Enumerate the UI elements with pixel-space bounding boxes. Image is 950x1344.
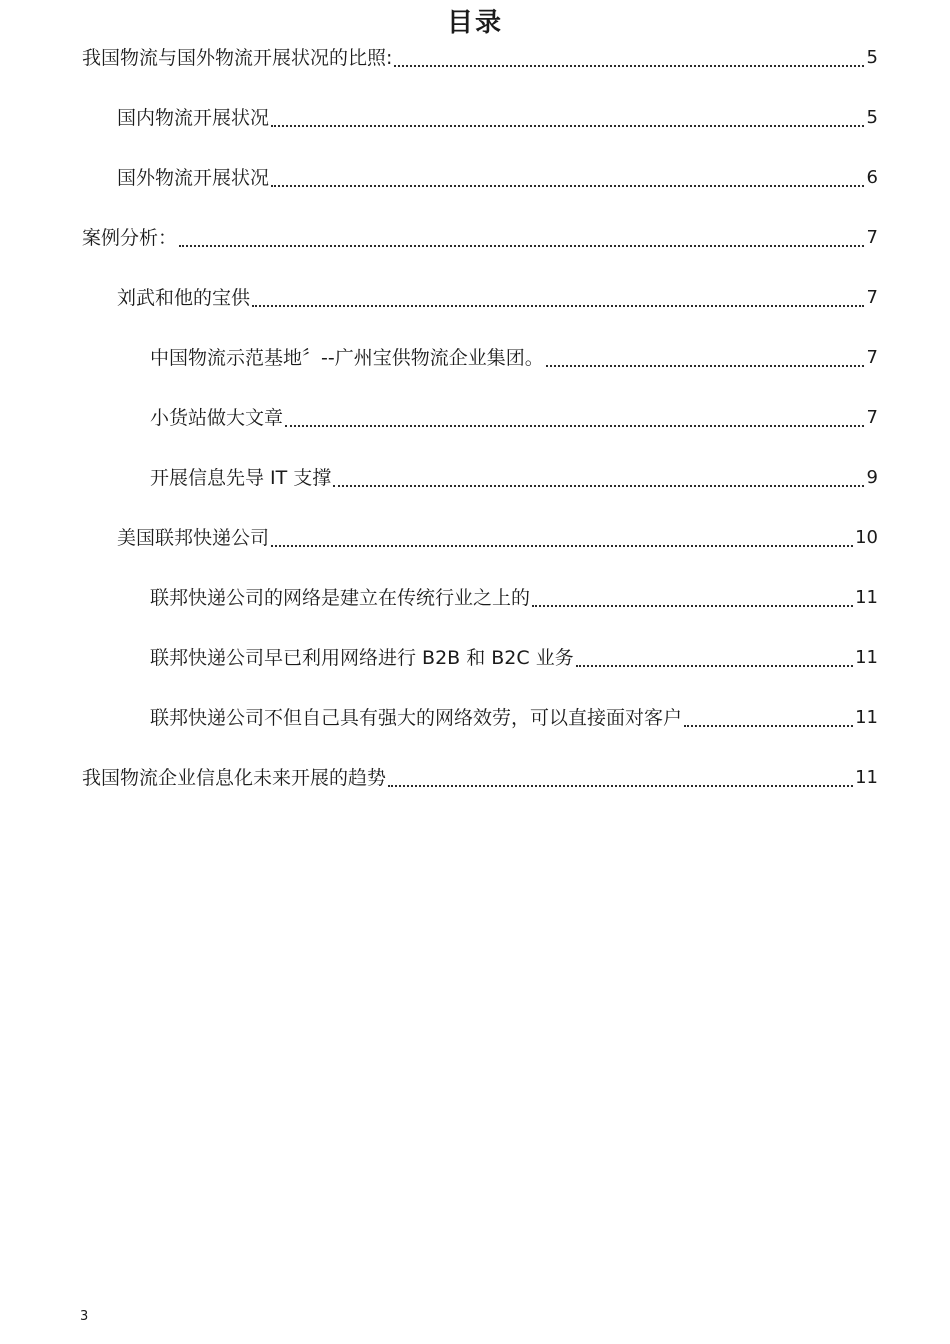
toc-page-number: 7 bbox=[866, 347, 878, 368]
toc-entry-text: 联邦快递公司不但自己具有强大的网络效劳，可以直接面对客户 bbox=[150, 698, 684, 738]
toc-entry[interactable] bbox=[0, 518, 950, 578]
footer-page-number: 3 bbox=[80, 1309, 89, 1324]
toc-entry[interactable] bbox=[0, 398, 950, 458]
toc-page-number: 7 bbox=[866, 407, 878, 428]
dot-leader bbox=[179, 218, 864, 258]
toc-page-number: 5 bbox=[866, 47, 878, 68]
toc-page-number: 11 bbox=[855, 647, 878, 668]
dot-leader bbox=[532, 578, 853, 618]
toc-entry-text: 国内物流开展状况 bbox=[117, 98, 271, 138]
dot-leader bbox=[333, 458, 864, 498]
toc-entry-text: 国外物流开展状况 bbox=[117, 158, 271, 198]
dot-leader bbox=[576, 638, 853, 678]
toc-page-number: 6 bbox=[866, 167, 878, 188]
toc-page-number: 10 bbox=[855, 527, 878, 548]
toc-entry[interactable] bbox=[0, 278, 950, 338]
toc-entry-text: 案例分析： bbox=[82, 218, 179, 258]
table-of-contents bbox=[0, 38, 950, 818]
dot-leader bbox=[252, 278, 864, 318]
toc-entry-text: 我国物流企业信息化未来开展的趋势 bbox=[82, 758, 388, 798]
toc-page-number: 9 bbox=[866, 467, 878, 488]
toc-page-number: 11 bbox=[855, 767, 878, 788]
toc-entry[interactable] bbox=[0, 338, 950, 398]
dot-leader bbox=[394, 38, 864, 78]
dot-leader bbox=[271, 518, 853, 558]
toc-entry-text: 开展信息先导 IT 支撑 bbox=[150, 458, 333, 498]
toc-entry[interactable] bbox=[0, 698, 950, 758]
toc-entry[interactable] bbox=[0, 458, 950, 518]
dot-leader bbox=[546, 338, 864, 378]
toc-entry-text: 美国联邦快递公司 bbox=[117, 518, 271, 558]
toc-entry[interactable] bbox=[0, 158, 950, 218]
toc-page-number: 7 bbox=[866, 287, 878, 308]
dot-leader bbox=[285, 398, 864, 438]
toc-page-number: 11 bbox=[855, 707, 878, 728]
toc-entry[interactable] bbox=[0, 98, 950, 158]
toc-entry-text: 我国物流与国外物流开展状况的比照: bbox=[82, 38, 394, 78]
toc-entry-text: 中国物流示范基地〞--广州宝供物流企业集团。 bbox=[150, 338, 546, 378]
toc-page-number: 7 bbox=[866, 227, 878, 248]
toc-entry[interactable] bbox=[0, 638, 950, 698]
toc-entry-text: 刘武和他的宝供 bbox=[117, 278, 252, 318]
toc-entry-text: 小货站做大文章 bbox=[150, 398, 285, 438]
dot-leader bbox=[684, 698, 853, 738]
toc-page-number: 5 bbox=[866, 107, 878, 128]
toc-page-number: 11 bbox=[855, 587, 878, 608]
toc-entry-text: 联邦快递公司的网络是建立在传统行业之上的 bbox=[150, 578, 532, 618]
toc-entry[interactable] bbox=[0, 758, 950, 818]
toc-entry[interactable] bbox=[0, 578, 950, 638]
dot-leader bbox=[271, 98, 864, 138]
dot-leader bbox=[271, 158, 864, 198]
toc-entry[interactable] bbox=[0, 38, 950, 98]
dot-leader bbox=[388, 758, 853, 798]
toc-entry-text: 联邦快递公司早已利用网络进行 B2B 和 B2C 业务 bbox=[150, 638, 576, 678]
toc-entry[interactable] bbox=[0, 218, 950, 278]
toc-title: 目录 bbox=[446, 8, 503, 38]
